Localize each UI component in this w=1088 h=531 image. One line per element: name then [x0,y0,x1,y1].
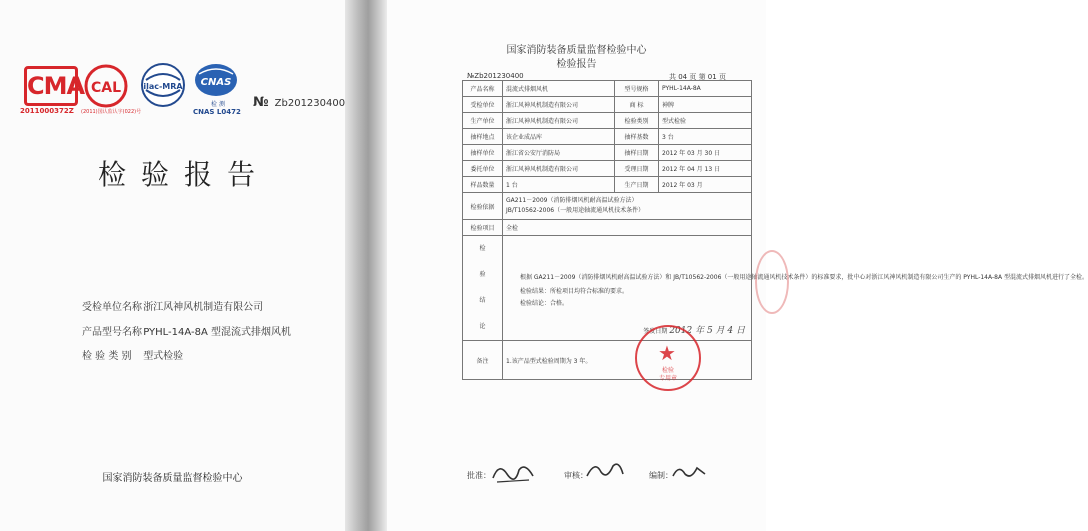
product-name-label: 产品名称 [463,81,503,97]
test-type-label: 检验类别 [615,113,659,129]
table-row [463,236,752,341]
table-row [463,193,752,220]
basis-standard-1: GA211－2009（消防排烟风机耐高温试验方法） [506,197,638,204]
table-row [463,161,752,177]
svg-text:CNAS: CNAS [200,77,232,88]
prod-date: 2012 年 03 月 [659,177,752,193]
basis [503,193,752,220]
review-signature [583,458,627,484]
client: 浙江风神风机制造有限公司 [503,97,615,113]
report-number [253,95,345,110]
seal-text-1: 检验 [661,367,674,374]
table-row [463,129,752,145]
issuer-name: 国家消防装备质量监督检验中心 [102,473,243,484]
approve-signature [489,458,537,486]
report-title: 检验报告 [98,158,271,191]
sample-qty: 3 台 [659,129,752,145]
page-count: 共 04 页 第 01 页 [669,73,726,81]
page-gutter [345,0,387,531]
sampler-label: 抽样单位 [463,145,503,161]
field-value: PYHL-14A-8A 型混流式排烟风机 [143,327,291,338]
conclusion-verdict: 检验结论：合格。 [520,299,569,307]
field-label: 产品型号名称 [82,327,142,338]
table-row [463,220,752,236]
producer: 浙江风神风机制造有限公司 [503,113,615,129]
seal-star-icon: ★ [658,341,676,365]
svg-text:CAL: CAL [90,80,122,96]
center-name: 国家消防装备质量监督检验中心 [506,45,647,56]
sample-place-label: 抽样地点 [463,129,503,145]
seal-text-2: 专用章 [658,375,677,382]
form-title: 检验报告 [556,59,597,70]
model-label: 型号规格 [615,81,659,97]
field-product [82,323,291,338]
sampler: 浙江省公安厅消防局 [503,145,615,161]
sample-qty-label: 抽样基数 [615,129,659,145]
table-row [463,341,752,380]
conclusion-label: 检验结论 [463,236,503,341]
items-label: 检验项目 [463,220,503,236]
approve-label: 批准： [467,471,491,480]
cma-logo: CMA [24,66,78,106]
edge-seal [755,250,789,314]
field-label: 检 验 类 别 [82,351,132,362]
table-row [463,97,752,113]
sample-date-label: 抽样日期 [615,145,659,161]
conclusion [503,236,1088,341]
table-row [463,145,752,161]
cal-logo [82,64,130,108]
trademark: 神牌 [659,97,752,113]
basis-standard-2: JB/T10562-2006（一般用途轴流通风机技术条件） [506,207,645,214]
report-number-value: Zb201230400 [274,98,346,109]
field-label: 受检单位名称 [82,302,142,313]
receive-date-label: 受理日期 [615,161,659,177]
ilac-mra-logo [140,62,186,108]
official-seal [635,325,701,391]
sample-date: 2012 年 03 月 30 日 [659,145,752,161]
samples: 1 台 [503,177,615,193]
sign-date-label: 签发日期 [643,328,668,335]
field-value: 浙江风神风机制造有限公司 [143,302,264,313]
basis-label: 检验依据 [463,193,503,220]
cnas-logo [193,62,239,100]
table-row [463,81,752,97]
compile-label: 编制： [649,471,673,480]
cal-number: (2011)国认监认字(022)号 [81,109,142,115]
form-report-number: №Zb201230400 [467,72,524,80]
table-row [463,113,752,129]
samples-label: 样品数量 [463,177,503,193]
product-name: 混流式排烟风机 [503,81,615,97]
compile-signature [669,460,709,484]
remark: 1.该产品型式检验周期为 3 年。 [503,341,752,380]
remark-label: 备注 [463,341,503,380]
inspection-table [462,80,1088,380]
cma-number: 2011000372Z [20,107,74,115]
receive-date: 2012 年 04 月 13 日 [659,161,752,177]
client-label: 受检单位 [463,97,503,113]
cnas-sub-label: 检 测 [211,101,225,108]
trademark-label: 商 标 [615,97,659,113]
field-value: 型式检验 [143,351,184,362]
sample-place: 该企业成品库 [503,129,615,145]
model: PYHL-14A-8A [659,81,752,97]
report-cover-page [0,0,345,531]
conclusion-text: 根据 GA211－2009（消防排烟风机耐高温试验方法）和 JB/T10562-2006（一般用途轴流通风机技术条件）的标准要求，批中心对浙江风神风机制造有限公司生产的 PYHL-14A-8A 型混流式排烟风机进行了全检。 [520,274,1088,282]
cnas-number: CNAS L0472 [193,108,241,116]
table-row [463,177,752,193]
entrust-label: 委托单位 [463,161,503,177]
test-type: 型式检验 [659,113,752,129]
items: 全检 [503,220,752,236]
report-form-page [387,0,1088,531]
report-number-symbol: № [253,95,269,110]
field-test-type [82,347,183,362]
producer-label: 生产单位 [463,113,503,129]
field-client [82,298,263,313]
sign-date-value: 2012 年 5 月 4 日 [669,326,745,336]
prod-date-label: 生产日期 [615,177,659,193]
review-label: 审核： [564,471,588,480]
svg-text:ilac-MRA: ilac-MRA [143,82,183,91]
conclusion-result: 检验结果：所检项目均符合标准的要求。 [520,287,629,295]
entrust: 浙江风神风机制造有限公司 [503,161,615,177]
